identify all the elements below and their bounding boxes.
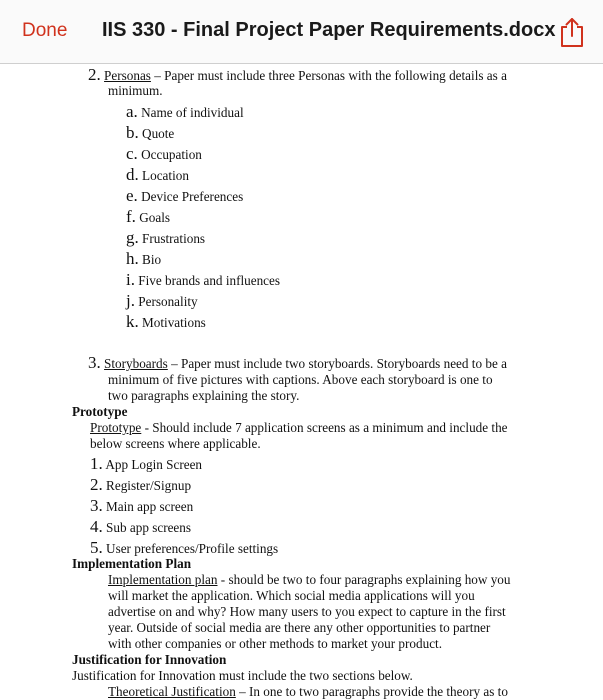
list-item: d. Location [126, 165, 189, 184]
list-item: k. Motivations [126, 312, 206, 331]
list-item: b. Quote [126, 123, 175, 142]
list-marker: 3. [88, 353, 101, 372]
personas-term: Personas [104, 68, 151, 83]
theoretical-justification-term: Theoretical Justification [108, 684, 236, 699]
list-item: a. Name of individual [126, 102, 244, 121]
personas-text-2: minimum. [108, 83, 163, 98]
list-item: i. Five brands and influences [126, 270, 281, 289]
done-button[interactable]: Done [22, 20, 68, 41]
implementation-line-5: with other companies or other methods to market your product. [108, 636, 443, 651]
list-item: 5. User preferences/Profile settings [90, 538, 279, 557]
implementation-term: Implementation plan [108, 572, 218, 587]
list-item: 1. App Login Screen [90, 454, 203, 473]
storyboards-term: Storyboards [104, 356, 168, 371]
prototype-text-2: below screens where applicable. [90, 436, 261, 451]
personas-line-1 [88, 67, 507, 84]
prototype-line-1 [90, 420, 508, 436]
list-item: 2. Register/Signup [90, 475, 192, 494]
list-item: c. Occupation [126, 144, 202, 163]
justification-intro: Justification for Innovation must include the two sections below. [72, 668, 413, 683]
list-marker: 2. [88, 65, 101, 84]
prototype-term: Prototype [90, 420, 142, 435]
document-title: IIS 330 - Final Project Paper Requirements.docx [102, 19, 556, 41]
personas-text-1: – Paper must include three Personas with the following details as a [150, 68, 507, 83]
list-item: 4. Sub app screens [90, 517, 192, 536]
prototype-heading: Prototype [72, 404, 128, 419]
storyboards-text-2: minimum of five pictures with captions. Above each storyboard is one to [108, 372, 493, 387]
list-item: j. Personality [126, 291, 198, 310]
list-item: 3. Main app screen [90, 496, 194, 515]
implementation-line-2: will market the application. Which social media applications will you [108, 588, 475, 603]
storyboards-text-3: two paragraphs explaining the story. [108, 388, 300, 403]
storyboards-line-1 [88, 355, 507, 372]
implementation-line-3: advertise on and why? How many users to you expect to capture in the first [108, 604, 506, 619]
justification-line-1: Theoretical Justification – In one to two paragraphs provide the theory as to [108, 684, 508, 699]
justification-heading: Justification for Innovation [72, 652, 227, 667]
share-icon[interactable] [558, 16, 586, 48]
implementation-line-4: year. Outside of social media are there any other opportunities to partner [108, 620, 491, 635]
list-item: h. Bio [126, 249, 162, 268]
prototype-text-1: - Should include 7 application screens as a minimum and include the [141, 420, 508, 435]
list-item: e. Device Preferences [126, 186, 244, 205]
implementation-heading: Implementation Plan [72, 556, 192, 571]
implementation-line-1: Implementation plan - should be two to four paragraphs explaining how you [108, 572, 511, 587]
storyboards-text-1: – Paper must include two storyboards. Storyboards need to be a [167, 356, 507, 371]
document-body[interactable] [0, 64, 603, 700]
top-bar [0, 0, 603, 64]
list-item: g. Frustrations [126, 228, 206, 247]
list-item: f. Goals [126, 207, 170, 226]
